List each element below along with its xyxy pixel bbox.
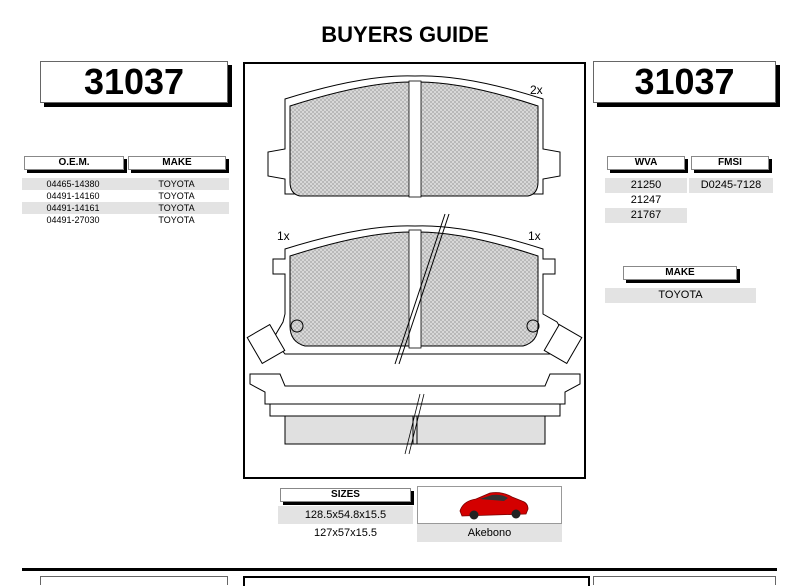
divider	[22, 568, 777, 571]
table-row	[22, 214, 229, 226]
part-number-left: 31037	[40, 61, 228, 103]
oem-header: O.E.M.	[24, 156, 124, 170]
qty-left-label: 1x	[277, 229, 290, 243]
make-header: MAKE	[623, 266, 737, 280]
oem-make-header: MAKE	[128, 156, 226, 170]
make-value: TOYOTA	[605, 288, 756, 303]
sizes-list	[278, 506, 413, 542]
oem-number: 04491-14161	[46, 203, 100, 213]
page-title: BUYERS GUIDE	[321, 22, 489, 47]
brake-pad-drawing	[243, 62, 586, 479]
table-row	[22, 202, 229, 214]
car-icon	[418, 487, 561, 523]
fmsi-list	[689, 178, 773, 193]
table-row	[22, 178, 229, 190]
oem-make: TOYOTA	[158, 215, 195, 225]
fmsi-value: D0245-7128	[689, 178, 773, 193]
oem-table	[22, 178, 229, 226]
wva-value: 21767	[605, 208, 687, 223]
table-row	[22, 190, 229, 202]
next-part-box-right	[593, 576, 776, 585]
wva-value: 21247	[630, 194, 662, 206]
qty-top-label: 2x	[530, 83, 543, 97]
wva-list	[605, 178, 687, 223]
oem-number: 04491-27030	[46, 215, 100, 225]
size-value: 128.5x54.8x15.5	[278, 506, 413, 524]
wva-header: WVA	[607, 156, 685, 170]
size-value: 127x57x15.5	[314, 527, 377, 539]
oem-number: 04491-14160	[46, 191, 100, 201]
car-image	[417, 486, 562, 524]
wva-value: 21250	[605, 178, 687, 193]
qty-right-label: 1x	[528, 229, 541, 243]
oem-make: TOYOTA	[158, 179, 195, 189]
part-number-right: 31037	[593, 61, 776, 103]
oem-make: TOYOTA	[158, 191, 195, 201]
brake-pad-diagram	[245, 64, 584, 477]
oem-make: TOYOTA	[158, 203, 195, 213]
next-part-box-left	[40, 576, 228, 585]
brand-label: Akebono	[417, 524, 562, 542]
fmsi-header: FMSI	[691, 156, 769, 170]
sizes-header: SIZES	[280, 488, 411, 502]
next-drawing-box	[243, 576, 590, 586]
oem-number: 04465-14380	[46, 179, 100, 189]
